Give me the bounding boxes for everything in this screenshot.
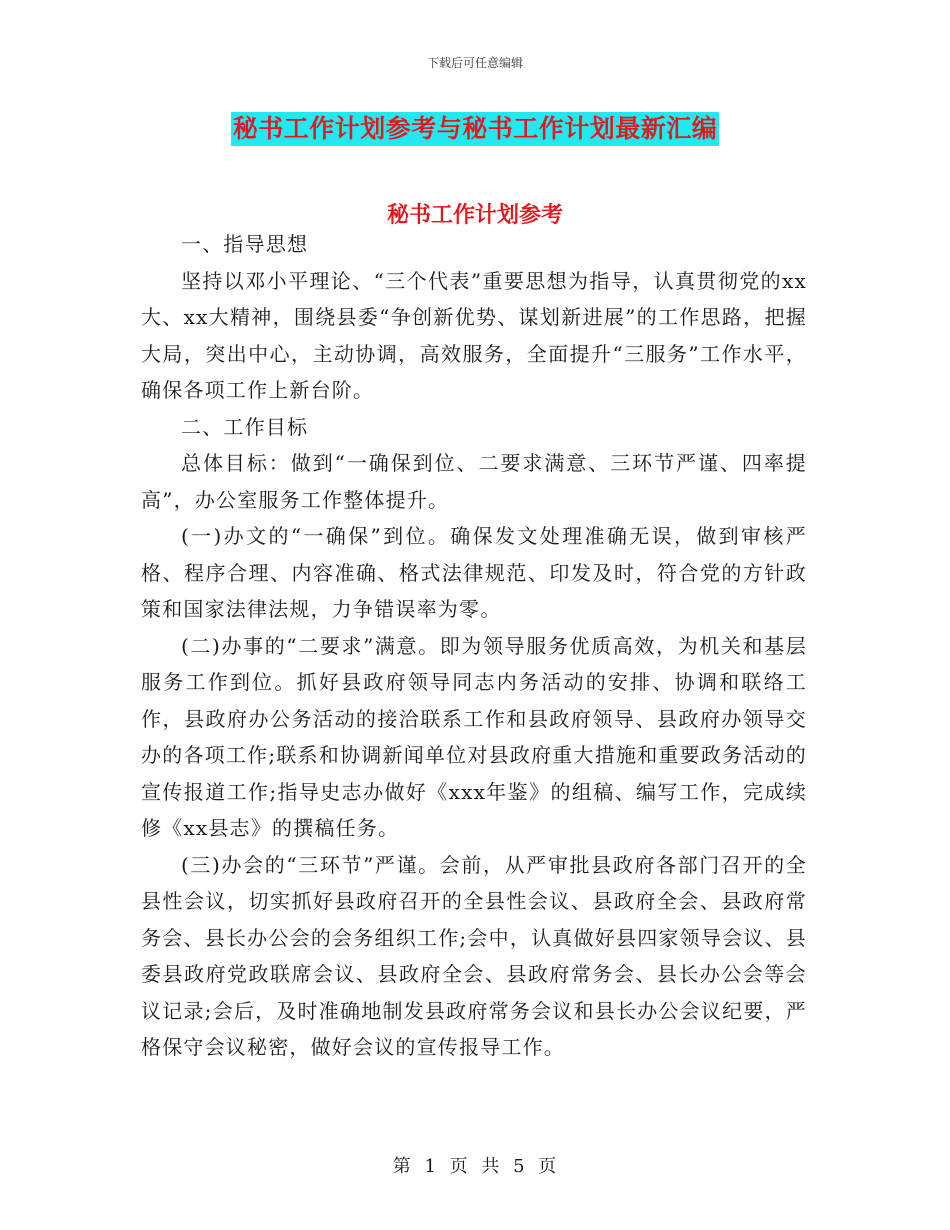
paragraph-guiding-thought: 坚持以邓小平理论、“三个代表”重要思想为指导，认真贯彻党的xx大、xx大精神，围绕县委“争创新优势、谋划新进展”的工作思路，把握大局，突出中心，主动协调，高效服务，全面提升“三服务”工作水平，确保各项工作上新台阶。 xyxy=(141,268,807,402)
paragraph-affairs-handling: (二)办事的“二要求”满意。即为领导服务优质高效，为机关和基层服务工作到位。抓好县政府领导同志内务活动的安排、协调和联络工作，县政府办公务活动的接洽联系工作和县政府领导、县政府办领导交办的各项工作;联系和协调新闻单位对县政府重大措施和重要政务活动的宣传报道工作;指导史志办做好《xxx年鉴》的组稿、编写工作，完成续修《xx县志》的撰稿任务。 xyxy=(141,633,807,840)
document-body xyxy=(141,226,807,1066)
paragraph-document-handling: (一)办文的“一确保”到位。确保发文处理准确无误，做到审核严格、程序合理、内容准确、格式法律规范、印发及时，符合党的方针政策和国家法律法规，力争错误率为零。 xyxy=(141,524,807,621)
heading-guiding-thought: 一、指导思想 xyxy=(181,232,309,256)
document-title-container xyxy=(0,112,950,146)
section-title: 秘书工作计划参考 xyxy=(386,202,563,228)
heading-work-goals: 二、工作目标 xyxy=(181,414,309,439)
paragraph-overall-goal: 总体目标：做到“一确保到位、二要求满意、三环节严谨、四率提高”，办公室服务工作整体提升。 xyxy=(141,451,807,512)
paragraph-meeting-handling: (三)办会的“三环节”严谨。会前，从严审批县政府各部门召开的全县性会议，切实抓好县政府召开的全县性会议、县政府全会、县政府常务会、县长办公会的会务组织工作;会中，认真做好县四家领导会议、县委县政府党政联席会议、县政府全会、县政府常务会、县长办公会等会议记录;会后，及时准确地制发县政府常务会议和县长办公会议纪要，严格保守会议秘密，做好会议的宣传报导工作。 xyxy=(141,852,807,1059)
page-header-note: 下载后可任意编辑 xyxy=(426,56,523,70)
page-number: 第 1 页 共 5 页 xyxy=(392,1156,558,1177)
document-title: 秘书工作计划参考与秘书工作计划最新汇编 xyxy=(231,112,720,146)
